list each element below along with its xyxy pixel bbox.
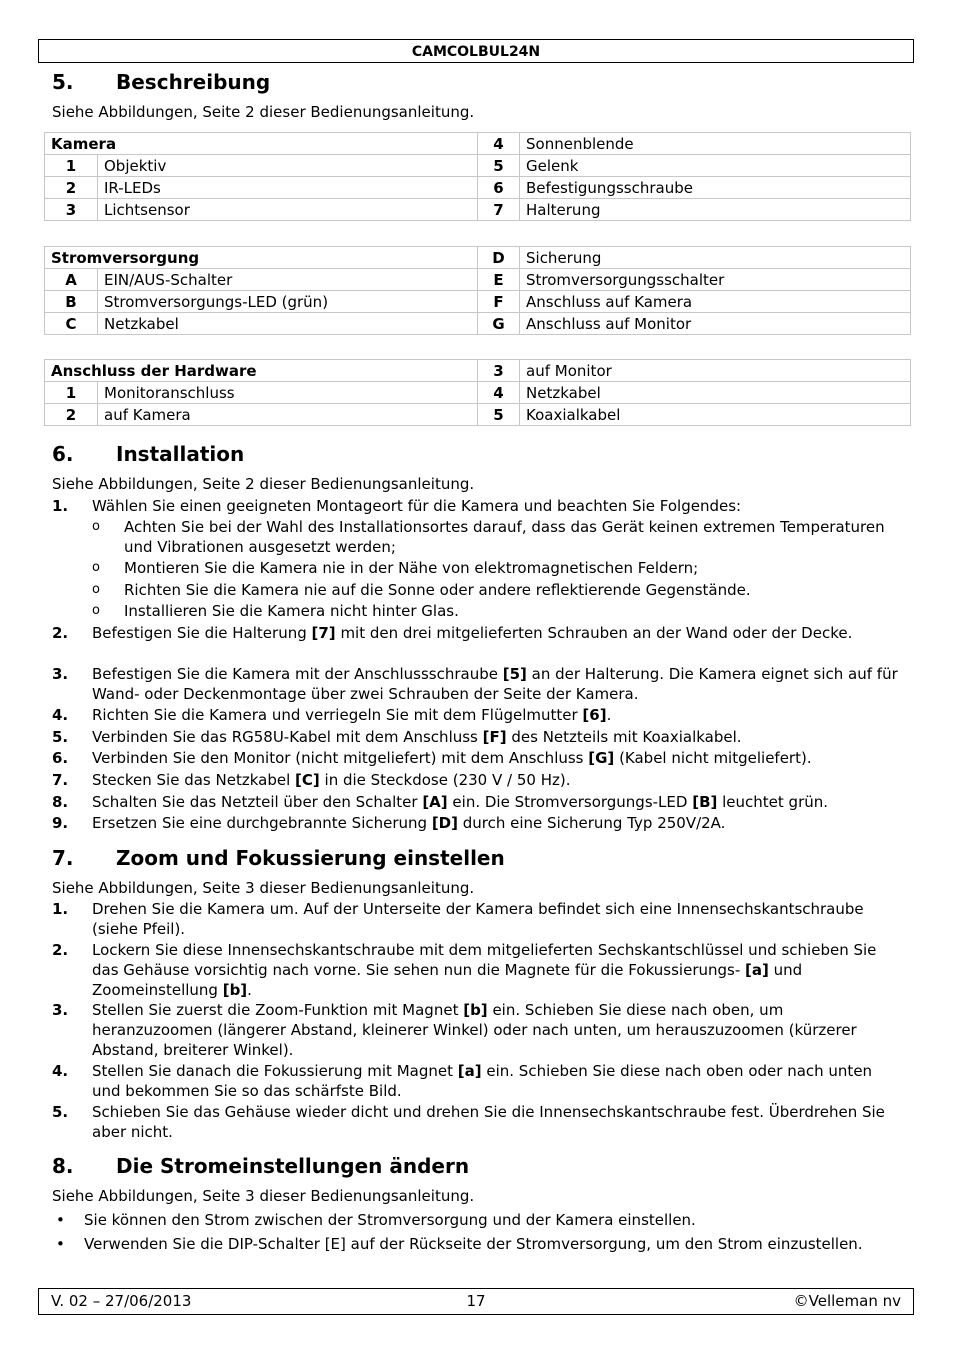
list-item: 2. Befestigen Sie die Halterung [7] mit den drei mitgelieferten Schrauben an der Wand oder der Decke. [52, 624, 853, 642]
table-header: Anschluss der Hardware [45, 360, 478, 382]
table-row: 2 auf Kamera 5 Koaxialkabel [45, 404, 911, 426]
section-7-title: 7. Zoom und Fokussierung einstellen [52, 846, 505, 870]
list-item: 5. Verbinden Sie das RG58U-Kabel mit dem Anschluss [F] des Netzteils mit Koaxialkabel. [52, 728, 742, 746]
table-row: 1 Monitoranschluss 4 Netzkabel [45, 382, 911, 404]
table-kamera [44, 132, 911, 221]
table-row: 3 Lichtsensor 7 Halterung [45, 199, 911, 221]
list-item: • Sie können den Strom zwischen der Stromversorgung und der Kamera einstellen. [56, 1211, 696, 1229]
list-item: o Installieren Sie die Kamera nicht hinter Glas. [92, 602, 459, 620]
list-item: 2. Lockern Sie diese Innensechskantschraube mit dem mitgelieferten Sechskantschlüssel und schieben Sie das Gehäuse vorsichtig nach vorne. Sie sehen nun die Magnete für die Fokussierungs- [a] und Zoomeinstellung [b]. [52, 941, 877, 999]
footer-copyright: ©Velleman nv [793, 1292, 901, 1310]
list-item: 3. Befestigen Sie die Kamera mit der Anschlussschraube [5] an der Halterung. Die Kamera eignet sich auf für Wand- oder Deckenmontage über zwei Schrauben der Seite der Kamera. [52, 665, 898, 703]
list-item: 1. Wählen Sie einen geeigneten Montageort für die Kamera und beachten Sie Folgendes: [52, 497, 742, 515]
section-8-title: 8. Die Stromeinstellungen ändern [52, 1154, 470, 1178]
list-item: 7. Stecken Sie das Netzkabel [C] in die Steckdose (230 V / 50 Hz). [52, 771, 571, 789]
section-7-intro: Siehe Abbildungen, Seite 3 dieser Bedienungsanleitung. [52, 879, 475, 897]
table-anschluss-hardware [44, 359, 911, 426]
table-row: Stromversorgung D Sicherung [45, 247, 911, 269]
table-row: A EIN/AUS-Schalter E Stromversorgungsschalter [45, 269, 911, 291]
table-row: B Stromversorgungs-LED (grün) F Anschluss auf Kamera [45, 291, 911, 313]
table-header: Stromversorgung [45, 247, 478, 269]
section-5-intro: Siehe Abbildungen, Seite 2 dieser Bedienungsanleitung. [52, 103, 475, 121]
list-item: 4. Richten Sie die Kamera und verriegeln Sie mit dem Flügelmutter [6]. [52, 706, 612, 724]
list-item: 1. Drehen Sie die Kamera um. Auf der Unterseite der Kamera befindet sich eine Innensechskantschraube (siehe Pfeil). [52, 900, 864, 938]
list-item: 6. Verbinden Sie den Monitor (nicht mitgeliefert) mit dem Anschluss [G] (Kabel nicht mitgeliefert). [52, 749, 812, 767]
list-item: 4. Stellen Sie danach die Fokussierung mit Magnet [a] ein. Schieben Sie diese nach oben oder nach unten und bekommen Sie so das schärfste Bild. [52, 1062, 873, 1100]
list-item: • Verwenden Sie die DIP-Schalter [E] auf der Rückseite der Stromversorgung, um den Strom einzustellen. [56, 1235, 863, 1253]
section-8-intro: Siehe Abbildungen, Seite 3 dieser Bedienungsanleitung. [52, 1187, 475, 1205]
table-row: 1 Objektiv 5 Gelenk [45, 155, 911, 177]
table-row: Kamera 4 Sonnenblende [45, 133, 911, 155]
list-item: 8. Schalten Sie das Netzteil über den Schalter [A] ein. Die Stromversorgungs-LED [B] leuchtet grün. [52, 793, 829, 811]
list-item: 9. Ersetzen Sie eine durchgebrannte Sicherung [D] durch eine Sicherung Typ 250V/2A. [52, 814, 726, 832]
model-code: CAMCOLBUL24N [411, 44, 541, 60]
list-item: 3. Stellen Sie zuerst die Zoom-Funktion mit Magnet [b] ein. Schieben Sie diese nach oben, um heranzuzoomen (längerer Abstand, kleinerer Winkel) oder nach unten, um herauszuzoomen (kürzerer Abstand, breiterer Winkel). [52, 1001, 857, 1059]
footer-version: V. 02 – 27/06/2013 [51, 1292, 192, 1310]
footer-page-number: 17 [466, 1292, 486, 1310]
table-row: 2 IR-LEDs 6 Befestigungsschraube [45, 177, 911, 199]
page-footer [38, 1288, 914, 1315]
section-6-intro: Siehe Abbildungen, Seite 2 dieser Bedienungsanleitung. [52, 475, 475, 493]
page-header [38, 39, 914, 63]
list-item: 5. Schieben Sie das Gehäuse wieder dicht und drehen Sie die Innensechskantschraube fest. Überdrehen Sie aber nicht. [52, 1103, 885, 1141]
list-item: o Achten Sie bei der Wahl des Installationsortes darauf, dass das Gerät keinen extremen Temperaturen und Vibrationen ausgesetzt werden; [92, 518, 885, 556]
table-row: C Netzkabel G Anschluss auf Monitor [45, 313, 911, 335]
list-item: o Richten Sie die Kamera nie auf die Sonne oder andere reflektierende Gegenstände. [92, 581, 751, 599]
section-5-title: 5. Beschreibung [52, 70, 271, 94]
table-stromversorgung [44, 246, 911, 335]
list-item: o Montieren Sie die Kamera nie in der Nähe von elektromagnetischen Feldern; [92, 559, 699, 577]
section-6-title: 6. Installation [52, 442, 245, 466]
table-row: Anschluss der Hardware 3 auf Monitor [45, 360, 911, 382]
table-header: Kamera [45, 133, 478, 155]
